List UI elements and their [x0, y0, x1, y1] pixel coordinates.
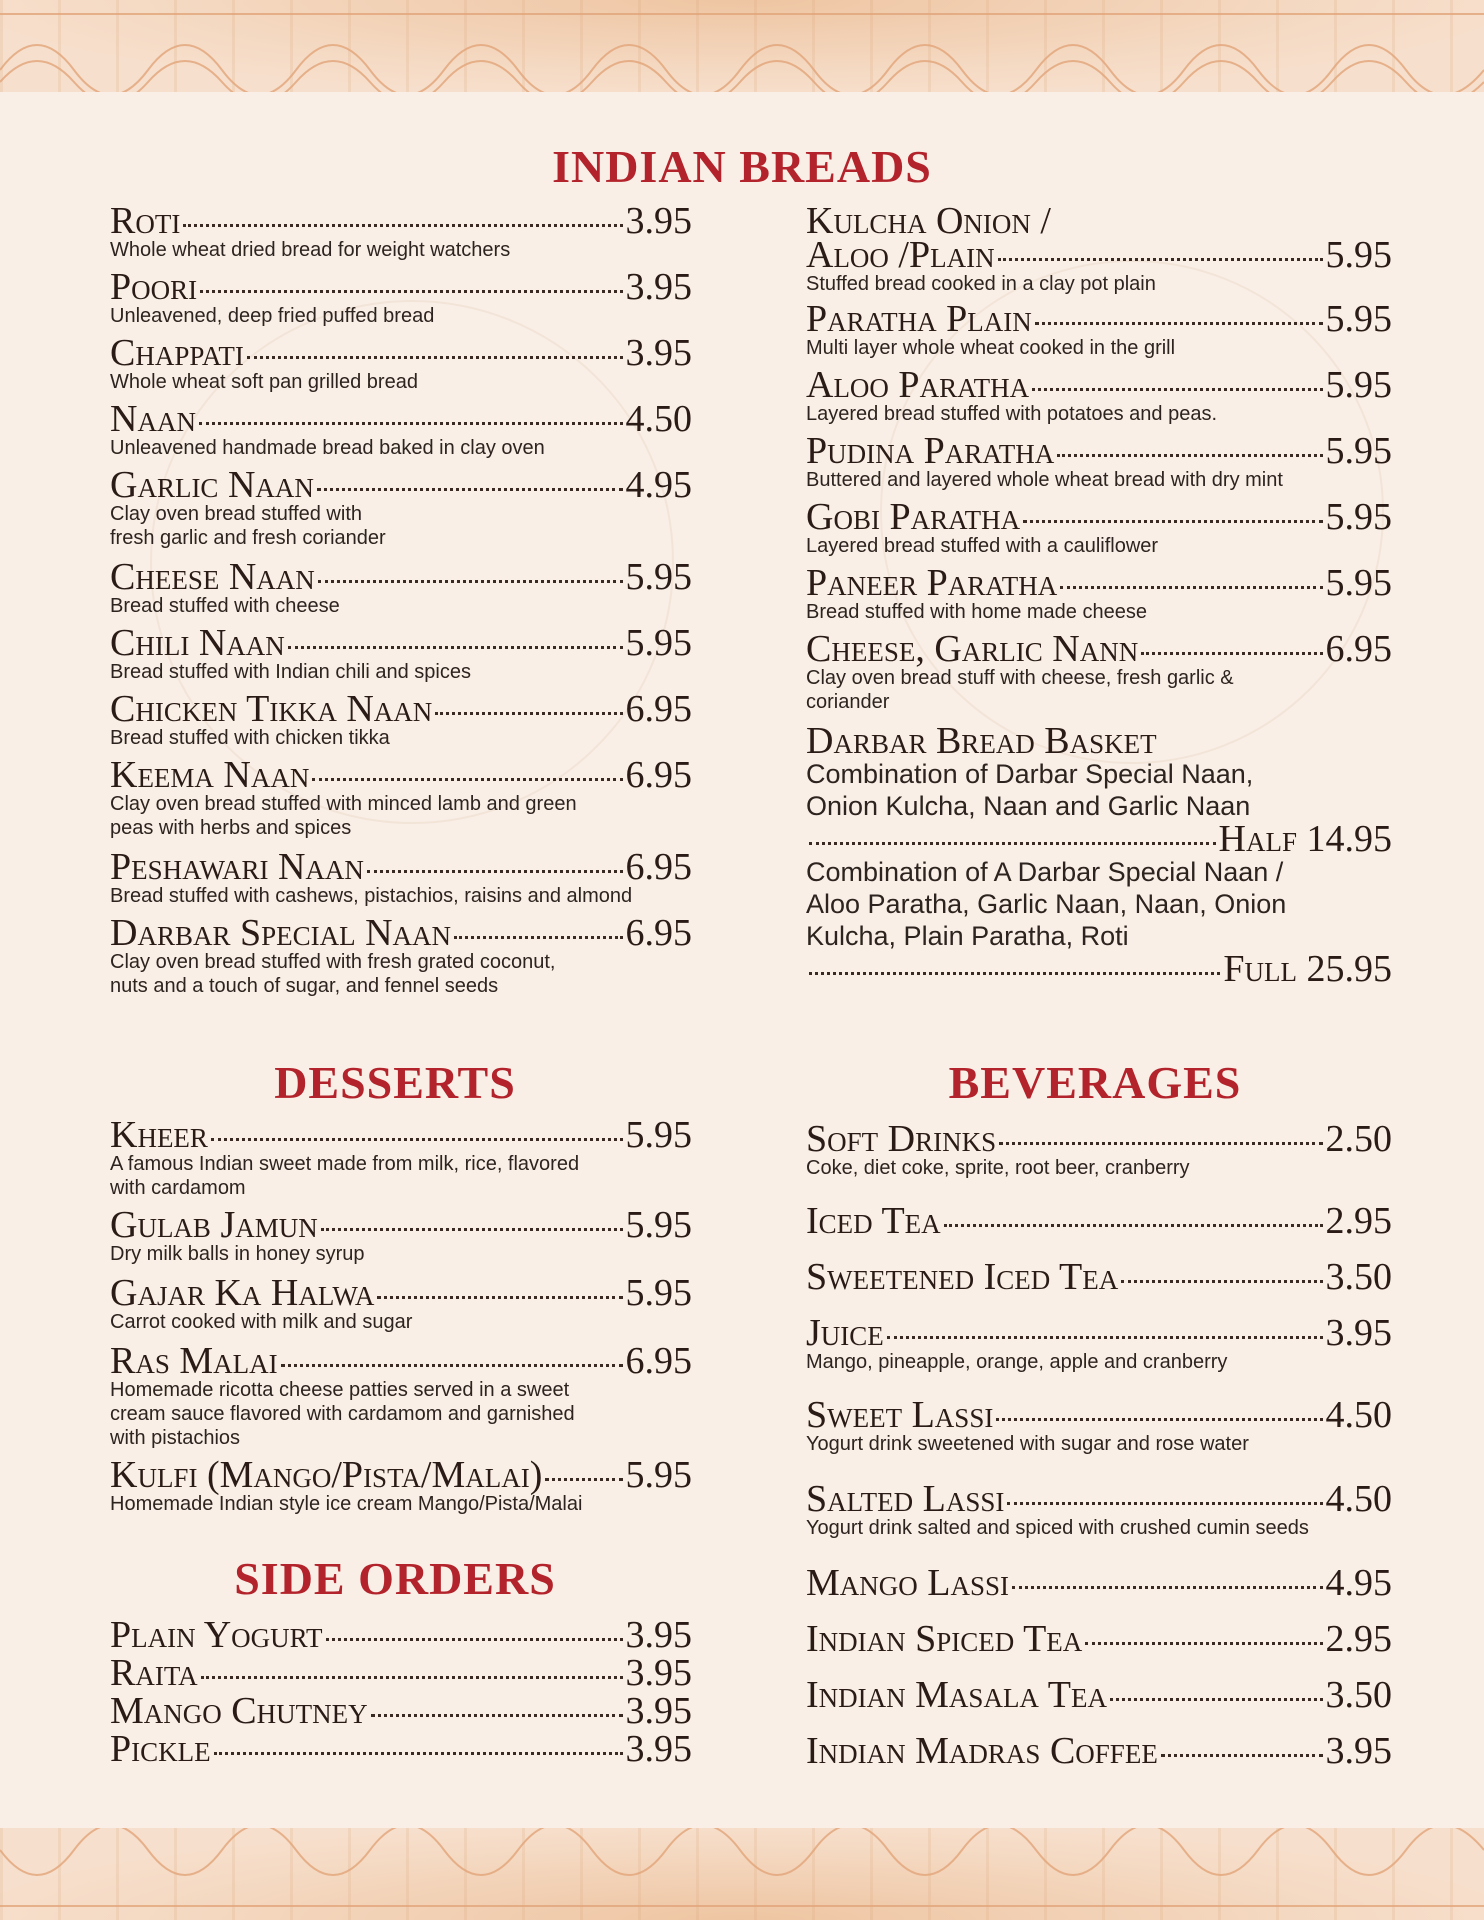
- item-price: 5.95: [1325, 364, 1392, 406]
- dessert-gulab-jamun: [110, 1204, 692, 1266]
- side-orders-title: SIDE ORDERS: [234, 1553, 556, 1604]
- item-price: 5.95: [625, 622, 692, 664]
- item-name: Chappati: [110, 332, 244, 374]
- item-row: [806, 1394, 1392, 1436]
- leader-dots: [996, 1418, 1322, 1421]
- item-price: 5.95: [1325, 430, 1392, 472]
- item-price: 6.95: [625, 688, 692, 730]
- item-description: Dry milk balls in honey syrup: [110, 1243, 365, 1265]
- item-description: Unleavened handmade bread baked in clay oven: [110, 437, 545, 459]
- item-description: Buttered and layered whole wheat bread with dry mint: [806, 469, 1283, 491]
- side-raita: [110, 1652, 692, 1694]
- item-price: 5.95: [625, 556, 692, 598]
- item-row: [110, 200, 692, 242]
- top-border-pattern: [0, 0, 1484, 92]
- item-row: [806, 628, 1392, 670]
- item-name: Sweetened Iced Tea: [806, 1256, 1119, 1298]
- bread-naan: [110, 398, 692, 460]
- item-row: [110, 1652, 692, 1694]
- item-row: [806, 496, 1392, 538]
- item-price: 4.50: [1325, 1394, 1392, 1436]
- side-orders-column: [110, 1614, 692, 1778]
- leader-dots: [377, 1296, 622, 1299]
- basket-full-description: Aloo Paratha, Garlic Naan, Naan, Onion: [806, 889, 1287, 919]
- item-row: [806, 1618, 1392, 1660]
- dessert-kheer: [110, 1114, 692, 1200]
- item-name: Keema Naan: [110, 754, 310, 796]
- item-name: Aloo /Plain: [806, 234, 995, 276]
- item-price: 6.95: [625, 846, 692, 888]
- item-name: Ras Malai: [110, 1340, 278, 1382]
- breads-left-column: [110, 200, 692, 1024]
- basket-full-row: [806, 948, 1392, 990]
- item-name: Gulab Jamun: [110, 1204, 318, 1246]
- item-price: 3.95: [625, 266, 692, 308]
- leader-dots: [371, 1714, 623, 1717]
- leader-dots: [887, 1336, 1323, 1339]
- item-price: 2.95: [1325, 1200, 1392, 1242]
- item-description: Bread stuffed with cashews, pistachios, raisins and almond: [110, 885, 633, 907]
- item-row: [806, 1200, 1392, 1242]
- beverage-indian-madras-coffee: [806, 1730, 1392, 1772]
- item-description: Layered bread stuffed with potatoes and peas.: [806, 403, 1218, 425]
- bread-aloo-paratha: [806, 364, 1392, 426]
- item-name: Indian Spiced Tea: [806, 1618, 1083, 1660]
- leader-dots: [454, 936, 622, 939]
- leader-dots: [1032, 388, 1322, 391]
- desserts-title: DESSERTS: [274, 1057, 516, 1108]
- item-description: Layered bread stuffed with a cauliflower: [806, 535, 1159, 557]
- item-row: [806, 1674, 1392, 1716]
- dessert-kulfi-mango-pista-malai: [110, 1454, 692, 1516]
- item-description: Bread stuffed with Indian chili and spices: [110, 661, 471, 683]
- leader-dots: [201, 1676, 623, 1679]
- bread-chappati: [110, 332, 692, 394]
- item-row: [110, 1614, 692, 1656]
- beverages-title: BEVERAGES: [948, 1057, 1242, 1108]
- leader-dots: [435, 712, 622, 715]
- desserts-column: [110, 1114, 692, 1538]
- item-description: nuts and a touch of sugar, and fennel seeds: [110, 975, 499, 997]
- bread-peshawari-naan: [110, 846, 692, 908]
- bread-pudina-paratha: [806, 430, 1392, 492]
- item-description: Yogurt drink sweetened with sugar and rose water: [806, 1433, 1249, 1455]
- item-description: Mango, pineapple, orange, apple and cranberry: [806, 1351, 1228, 1373]
- basket-half-price: 14.95: [1297, 818, 1392, 860]
- item-price: 3.95: [1325, 1312, 1392, 1354]
- item-description: Clay oven bread stuff with cheese, fresh garlic &: [806, 667, 1234, 689]
- item-price: 5.95: [1325, 234, 1392, 276]
- leader-dots: [1007, 1502, 1322, 1505]
- item-description: Bread stuffed with home made cheese: [806, 601, 1147, 623]
- item-row: [806, 298, 1392, 340]
- item-name: Kheer: [110, 1114, 208, 1156]
- beverages-column: [806, 1118, 1392, 1782]
- item-price: 2.50: [1325, 1118, 1392, 1160]
- item-row: [110, 1204, 692, 1246]
- item-name: Paneer Paratha: [806, 562, 1058, 604]
- item-row: [806, 364, 1392, 406]
- item-row: [806, 234, 1392, 276]
- leader-dots: [1060, 586, 1322, 589]
- leader-dots: [944, 1224, 1323, 1227]
- item-description: Homemade Indian style ice cream Mango/Pista/Malai: [110, 1493, 583, 1515]
- bread-chicken-tikka-naan: [110, 688, 692, 750]
- item-description: fresh garlic and fresh coriander: [110, 527, 386, 549]
- leader-dots: [247, 356, 623, 359]
- item-price: 5.95: [625, 1204, 692, 1246]
- item-row: [110, 1272, 692, 1314]
- item-description: A famous Indian sweet made from milk, rice, flavored: [110, 1153, 580, 1175]
- leader-dots: [318, 580, 623, 583]
- item-price: 6.95: [625, 754, 692, 796]
- bread-chili-naan: [110, 622, 692, 684]
- basket-half-row: [806, 818, 1392, 860]
- item-row: [110, 1114, 692, 1156]
- item-row: [806, 562, 1392, 604]
- item-description: with pistachios: [110, 1427, 241, 1449]
- beverage-indian-masala-tea: [806, 1674, 1392, 1716]
- dessert-gajar-ka-halwa: [110, 1272, 692, 1334]
- side-plain-yogurt: [110, 1614, 692, 1656]
- basket-full-label: Full: [1223, 948, 1297, 990]
- item-row: [806, 1118, 1392, 1160]
- basket-full-price: 25.95: [1297, 948, 1392, 990]
- item-description: Homemade ricotta cheese patties served in a sweet: [110, 1379, 570, 1401]
- item-price: 4.50: [625, 398, 692, 440]
- item-row: [110, 1454, 692, 1496]
- item-row: [110, 1690, 692, 1732]
- leader-dots: [1085, 1642, 1322, 1645]
- item-name: Poori: [110, 266, 198, 308]
- item-name: Indian Madras Coffee: [806, 1730, 1158, 1772]
- item-description: Multi layer whole wheat cooked in the grill: [806, 337, 1176, 359]
- item-price: 6.95: [625, 1340, 692, 1382]
- item-price: 5.95: [625, 1272, 692, 1314]
- item-name: Roti: [110, 200, 181, 242]
- leader-dots: [1057, 454, 1322, 457]
- item-name: Paratha Plain: [806, 298, 1032, 340]
- leader-dots: [1023, 520, 1322, 523]
- item-price: 3.95: [625, 1728, 692, 1770]
- beverage-soft-drinks: [806, 1118, 1392, 1180]
- bread-garlic-naan: [110, 464, 692, 550]
- item-name: Gajar Ka Halwa: [110, 1272, 375, 1314]
- leader-dots: [183, 224, 622, 227]
- bread-keema-naan: [110, 754, 692, 840]
- item-name: Indian Masala Tea: [806, 1674, 1107, 1716]
- item-description: Clay oven bread stuffed with minced lamb and green: [110, 793, 577, 815]
- item-row: [110, 1340, 692, 1382]
- leader-dots: [1110, 1698, 1323, 1701]
- item-price: 3.50: [1325, 1674, 1392, 1716]
- item-row: [806, 1478, 1392, 1520]
- item-name: Pickle: [110, 1728, 211, 1770]
- leader-dots: [809, 842, 1216, 845]
- item-row: [110, 332, 692, 374]
- item-description: Whole wheat soft pan grilled bread: [110, 371, 418, 393]
- item-row: [110, 754, 692, 796]
- leader-dots: [214, 1752, 623, 1755]
- item-price: 3.95: [625, 1690, 692, 1732]
- leader-dots: [288, 646, 623, 649]
- leader-dots: [999, 1142, 1322, 1145]
- item-name: Darbar Special Naan: [110, 912, 452, 954]
- item-row: [110, 912, 692, 954]
- item-price: 6.95: [625, 912, 692, 954]
- bottom-ornamental-border: [0, 1828, 1484, 1920]
- item-price: 5.95: [1325, 562, 1392, 604]
- leader-dots: [281, 1364, 623, 1367]
- basket-title: Darbar Bread Basket: [806, 720, 1157, 762]
- item-description: Clay oven bread stuffed with fresh grated coconut,: [110, 951, 556, 973]
- bread-darbar-special-naan: [110, 912, 692, 998]
- leader-dots: [199, 422, 623, 425]
- item-name: Raita: [110, 1652, 198, 1694]
- beverage-juice: [806, 1312, 1392, 1374]
- item-name: Garlic Naan: [110, 464, 314, 506]
- item-row: [110, 688, 692, 730]
- item-price: 5.95: [1325, 496, 1392, 538]
- item-name: Gobi Paratha: [806, 496, 1021, 538]
- item-price: 5.95: [625, 1114, 692, 1156]
- item-price: 5.95: [625, 1454, 692, 1496]
- item-price: 2.95: [1325, 1618, 1392, 1660]
- bread-cheese-garlic-nann: [806, 628, 1392, 714]
- beverage-sweetened-iced-tea: [806, 1256, 1392, 1298]
- item-description: Bread stuffed with chicken tikka: [110, 727, 390, 749]
- item-price: 3.95: [625, 200, 692, 242]
- leader-dots: [998, 258, 1323, 261]
- item-row: [110, 846, 692, 888]
- item-name: Cheese, Garlic Nann: [806, 628, 1139, 670]
- item-name: Peshawari Naan: [110, 846, 364, 888]
- item-price: 4.95: [1325, 1562, 1392, 1604]
- side-mango-chutney: [110, 1690, 692, 1732]
- leader-dots: [367, 870, 623, 873]
- item-description: Coke, diet coke, sprite, root beer, cranberry: [806, 1157, 1190, 1179]
- item-name: Mango Lassi: [806, 1562, 1010, 1604]
- item-name: Sweet Lassi: [806, 1394, 994, 1436]
- beverage-sweet-lassi: [806, 1394, 1392, 1456]
- breads-title: INDIAN BREADS: [552, 141, 932, 192]
- basket-full-description: Combination of A Darbar Special Naan /: [806, 857, 1284, 887]
- item-row: [806, 1256, 1392, 1298]
- item-price: 3.95: [625, 1652, 692, 1694]
- bread-roti: [110, 200, 692, 262]
- leader-dots: [200, 290, 622, 293]
- item-row: [806, 1562, 1392, 1604]
- basket-full-description: Kulcha, Plain Paratha, Roti: [806, 921, 1129, 951]
- item-row: [806, 1730, 1392, 1772]
- leader-dots: [317, 488, 623, 491]
- item-description: Bread stuffed with cheese: [110, 595, 340, 617]
- item-description: Carrot cooked with milk and sugar: [110, 1311, 413, 1333]
- breads-right-column: [806, 200, 1392, 1024]
- beverage-iced-tea: [806, 1200, 1392, 1242]
- leader-dots: [1161, 1754, 1323, 1757]
- item-description: Whole wheat dried bread for weight watchers: [110, 239, 511, 261]
- item-price: 3.95: [625, 1614, 692, 1656]
- item-name: Cheese Naan: [110, 556, 315, 598]
- item-name: Mango Chutney: [110, 1690, 368, 1732]
- item-row: [110, 266, 692, 308]
- item-name: Chili Naan: [110, 622, 285, 664]
- dessert-ras-malai: [110, 1340, 692, 1450]
- leader-dots: [211, 1138, 623, 1141]
- item-row: [110, 622, 692, 664]
- item-price: 6.95: [1325, 628, 1392, 670]
- item-name: Iced Tea: [806, 1200, 941, 1242]
- item-row: [110, 398, 692, 440]
- item-price: 4.50: [1325, 1478, 1392, 1520]
- item-name-line1: Kulcha Onion /: [806, 200, 1051, 242]
- basket-half-description: Combination of Darbar Special Naan,: [806, 759, 1254, 789]
- item-price: 3.95: [625, 332, 692, 374]
- beverage-indian-spiced-tea: [806, 1618, 1392, 1660]
- item-price: 5.95: [1325, 298, 1392, 340]
- item-description: Clay oven bread stuffed with: [110, 503, 363, 525]
- beverage-mango-lassi: [806, 1562, 1392, 1604]
- item-name: Aloo Paratha: [806, 364, 1030, 406]
- item-row: [110, 556, 692, 598]
- leader-dots: [1035, 322, 1323, 325]
- item-description: cream sauce flavored with cardamom and garnished: [110, 1403, 575, 1425]
- item-description: coriander: [806, 691, 890, 713]
- item-row: [110, 1728, 692, 1770]
- item-description: peas with herbs and spices: [110, 817, 352, 839]
- bread-cheese-naan: [110, 556, 692, 618]
- item-name: Juice: [806, 1312, 884, 1354]
- item-row: [806, 1312, 1392, 1354]
- leader-dots: [1012, 1586, 1322, 1589]
- item-row: [806, 430, 1392, 472]
- basket-half-description: Onion Kulcha, Naan and Garlic Naan: [806, 791, 1251, 821]
- bread-basket: [806, 720, 1392, 990]
- side-pickle: [110, 1728, 692, 1770]
- item-row: [110, 464, 692, 506]
- basket-half-label: Half: [1218, 818, 1297, 860]
- bread-paratha-plain: [806, 298, 1392, 360]
- item-name: Plain Yogurt: [110, 1614, 323, 1656]
- item-description: Yogurt drink salted and spiced with crushed cumin seeds: [806, 1517, 1309, 1539]
- item-name: Naan: [110, 398, 196, 440]
- leader-dots: [1121, 1280, 1322, 1283]
- leader-dots: [545, 1478, 622, 1481]
- bread-poori: [110, 266, 692, 328]
- item-name: Soft Drinks: [806, 1118, 997, 1160]
- bread-aloo-plain: [806, 200, 1392, 296]
- item-description: Unleavened, deep fried puffed bread: [110, 305, 435, 327]
- item-description: Stuffed bread cooked in a clay pot plain: [806, 273, 1156, 295]
- top-ornamental-border: [0, 0, 1484, 92]
- leader-dots: [326, 1638, 623, 1641]
- item-name: Chicken Tikka Naan: [110, 688, 433, 730]
- bottom-border-pattern: [0, 1828, 1484, 1920]
- leader-dots: [1141, 652, 1322, 655]
- item-price: 3.50: [1325, 1256, 1392, 1298]
- leader-dots: [312, 778, 622, 781]
- leader-dots: [321, 1228, 623, 1231]
- bread-paneer-paratha: [806, 562, 1392, 624]
- item-price: 3.95: [1325, 1730, 1392, 1772]
- item-name: Kulfi (Mango/Pista/Malai): [110, 1454, 543, 1496]
- item-name: Salted Lassi: [806, 1478, 1005, 1520]
- item-price: 4.95: [625, 464, 692, 506]
- leader-dots: [809, 972, 1220, 975]
- bread-gobi-paratha: [806, 496, 1392, 558]
- item-description: with cardamom: [110, 1177, 246, 1199]
- item-name: Pudina Paratha: [806, 430, 1055, 472]
- beverage-salted-lassi: [806, 1478, 1392, 1540]
